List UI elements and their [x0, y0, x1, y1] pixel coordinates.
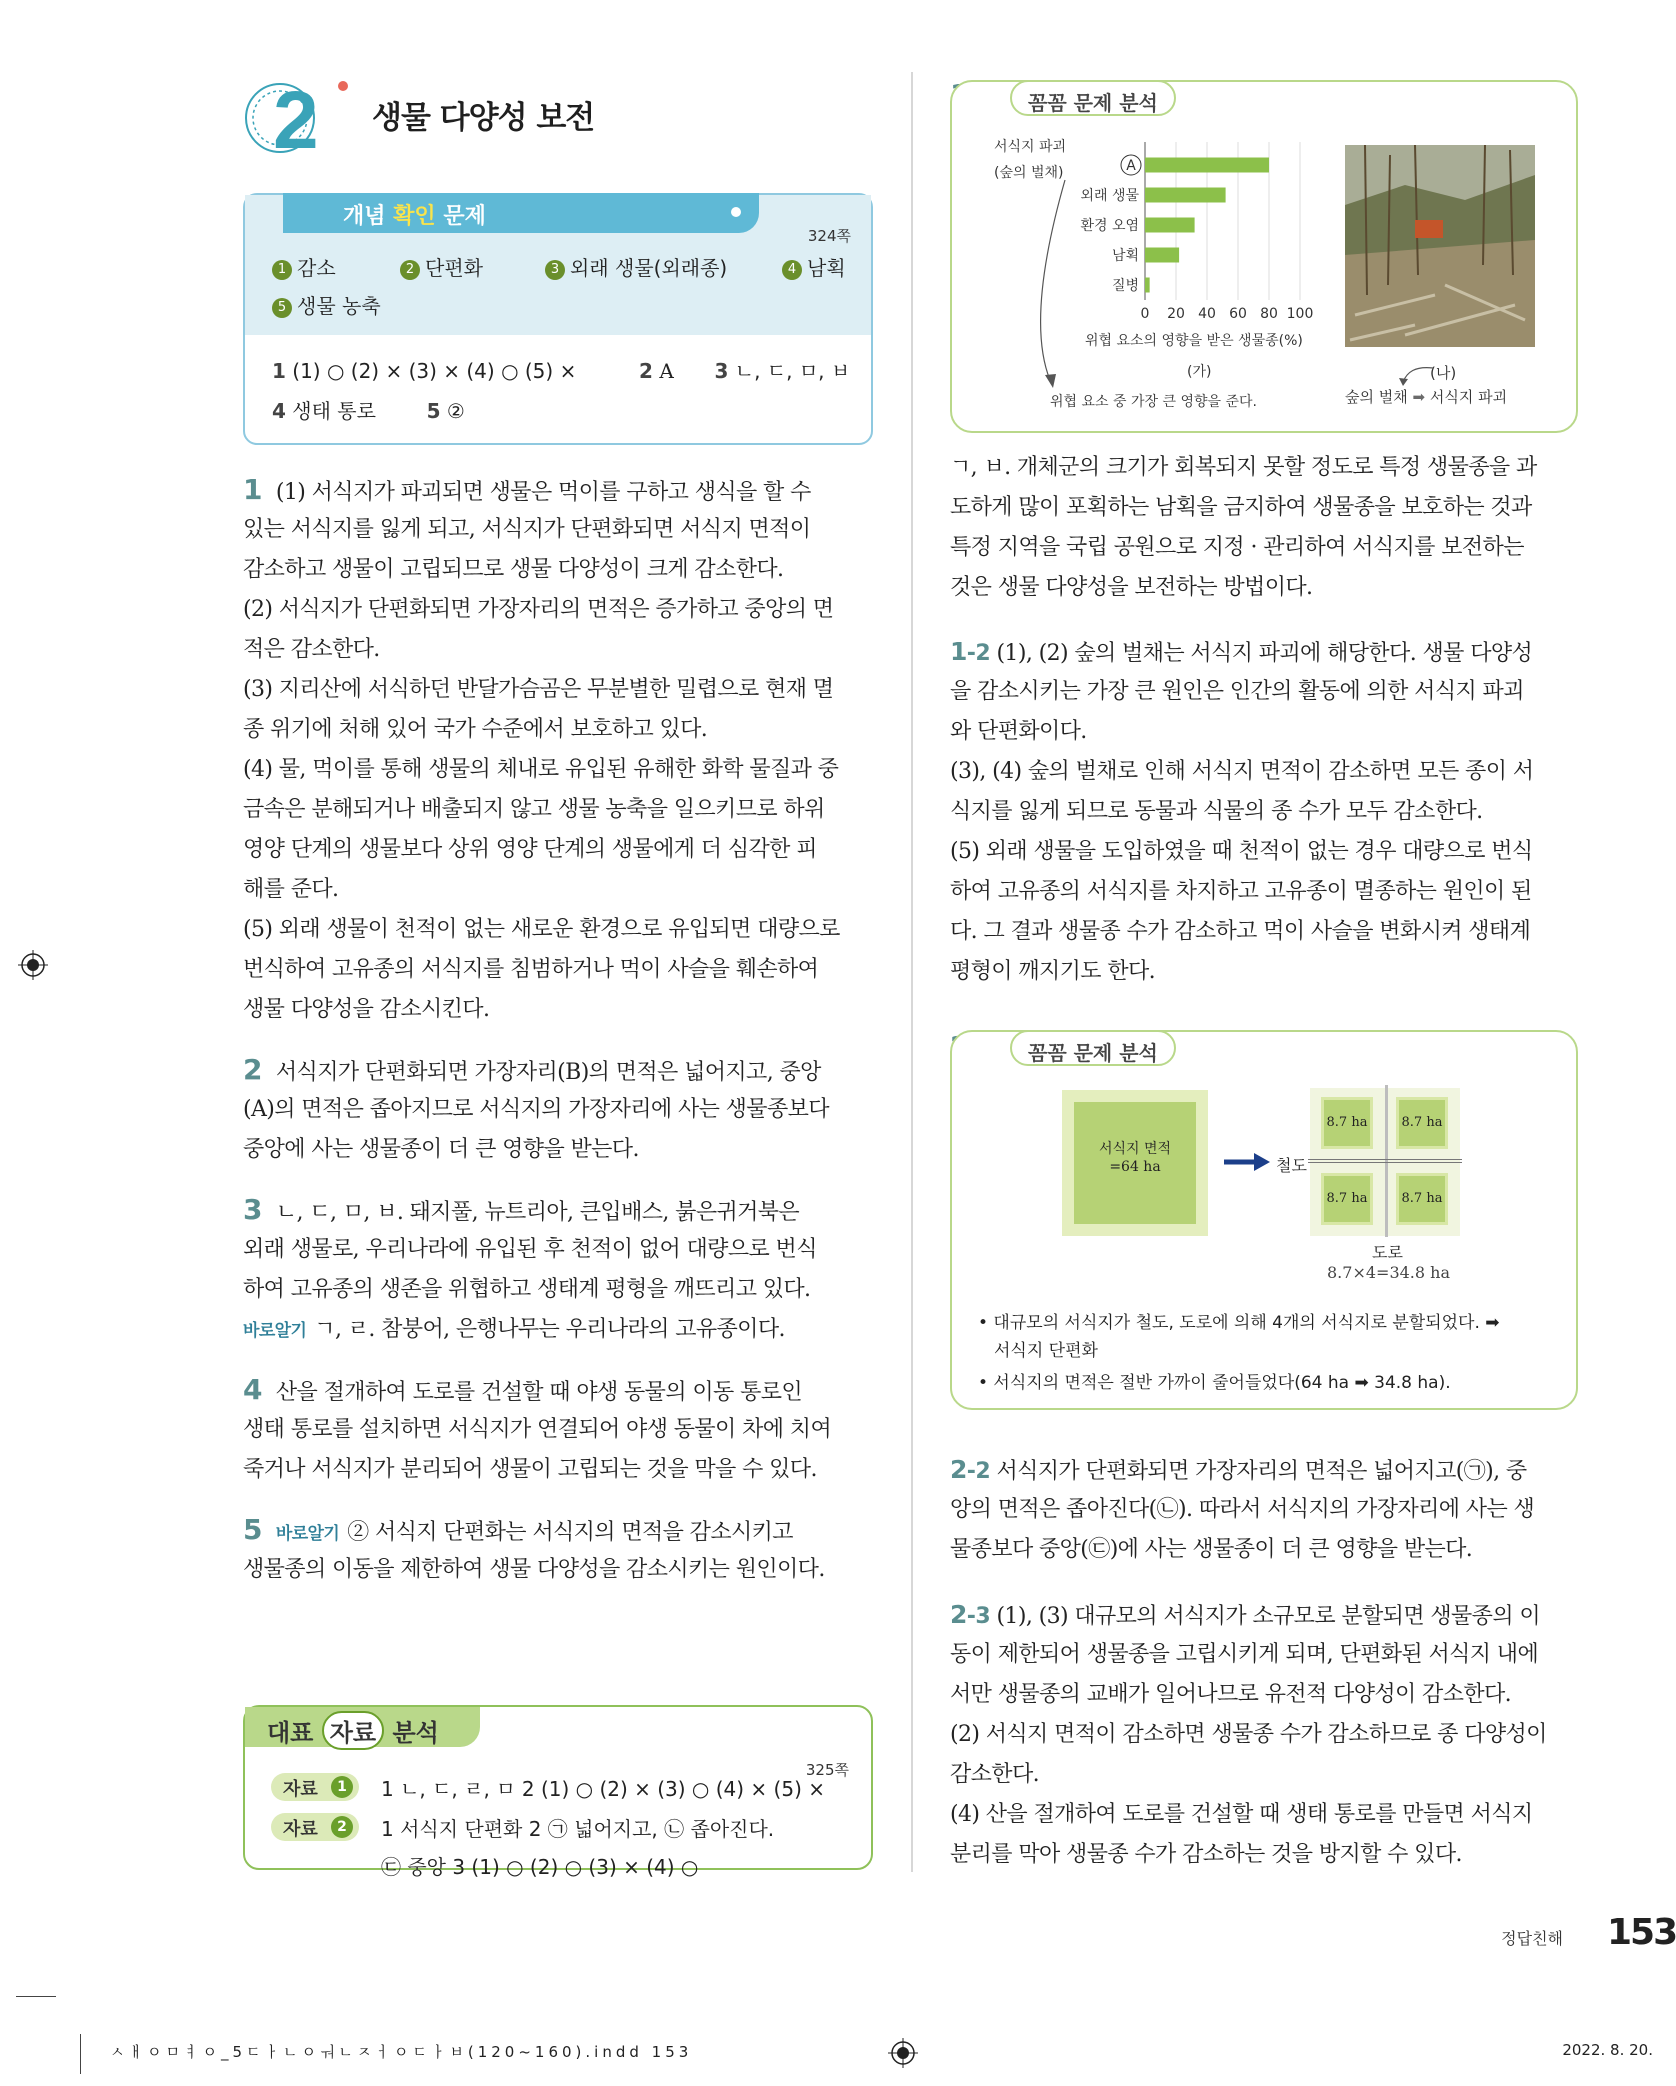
concept-answers-line2: 4 생태 통로 5 ②: [272, 399, 465, 423]
answer-2-3: 2-3 (1), (3) 대규모의 서식지가 소규모로 분할되면 생물종의 이 동이 제한되어 생물종을 고립시키게 되며, 단편화된 서식지 내에 서만 생물종의 교배가 일어나므로 유전적 다양성이 감소한다. (2) 서식지 면적이 감소하면 생물종 수가 감소하므로 종 다양성이 감소한다. (4) 산을 절개하여 도로를 건설할 때 생태 통로를 만들면 서식지 분리를 막아 생물종 수가 감소하는 것을 방지할 수 있다.: [950, 1600, 1547, 1867]
chart-category-label: 외래 생물: [1080, 188, 1139, 204]
chart-bar: [1145, 278, 1150, 293]
rail-line: [1308, 1159, 1462, 1163]
fragment-habitat: 8.7 ha: [1396, 1173, 1448, 1225]
chart-category-label: 질병: [1111, 278, 1139, 294]
rep-page-ref: 325쪽: [805, 1761, 849, 1779]
answer-5: 5 바로알기 ② 서식지 단편화는 서식지의 면적을 감소시키고 생물종의 이동을 제한하여 생물 다양성을 감소시키는 원인이다.: [243, 1513, 825, 1582]
page-number: 153: [1607, 1912, 1676, 1953]
chart-x-tick: 100: [1286, 306, 1314, 322]
concept-page-ref: 324쪽: [807, 227, 851, 245]
bullet-2: • 서식지의 면적은 절반 가까이 줄어들었다(64 ha ➡ 34.8 ha).: [978, 1373, 1451, 1393]
registration-mark-icon: [888, 2038, 918, 2068]
footer-label: 정답친해: [1501, 1929, 1563, 1948]
rep-title: 대표 자료 분석: [267, 1711, 439, 1750]
fragment-habitat: 8.7 ha: [1396, 1097, 1448, 1149]
photo-caption-na-text: 숲의 벌채 ➡ 서식지 파괴: [1345, 388, 1508, 406]
section-number-badge: [243, 75, 353, 166]
photo-caption-na: (나): [1430, 364, 1457, 382]
answer-4: 4 산을 절개하여 도로를 건설할 때 야생 동물의 이동 통로인 생태 통로를 설치하면 서식지가 연결되어 야생 동물이 차에 치여 죽거나 서식지가 분리되어 생물이 고립되는 것을 막을 수 있다.: [243, 1373, 832, 1482]
road-label: 도로: [1372, 1243, 1403, 1262]
data-pill-1: 자료 1: [271, 1773, 359, 1801]
section-title: 생물 다양성 보전: [372, 100, 595, 136]
concept-item: 3 외래 생물(외래종): [545, 252, 727, 281]
chart-x-tick: 80: [1260, 306, 1278, 322]
fragment-habitat: 8.7 ha: [1321, 1097, 1373, 1149]
answer-2-2: 2-2 서식지가 단편화되면 가장자리의 면적은 넓어지고(㉠), 중 앙의 면적은 좁아진다(㉡). 따라서 서식지의 가장자리에 사는 생 물종보다 중앙(㉢)에 사는 생물종이 더 큰 영향을 받는다.: [950, 1455, 1535, 1562]
registration-mark-icon: [18, 950, 48, 980]
concept-item: 4 남획: [782, 252, 846, 281]
chart-category-label: 남획: [1111, 248, 1139, 264]
rep-row-2: 1 서식지 단편화 2 ㉠ 넓어지고, ㉡ 좁아진다.: [381, 1817, 775, 1841]
bullet-1: • 대규모의 서식지가 철도, 도로에 의해 4개의 서식지로 분할되었다. ➡: [978, 1313, 1500, 1333]
chart-arrow: [1041, 180, 1065, 380]
chart-bar: [1145, 248, 1179, 263]
rep-row-1: 1 ㄴ, ㄷ, ㄹ, ㅁ 2 (1) ○ (2) × (3) ○ (4) × (5) ×: [381, 1777, 825, 1801]
chart-bar: [1145, 188, 1226, 203]
chart-x-tick: 60: [1229, 306, 1247, 322]
concept-item: 5 생물 농축: [272, 290, 381, 319]
answer-1-2: 1-2 (1), (2) 숲의 벌채는 서식지 파괴에 해당한다. 생물 다양성 을 감소시키는 가장 큰 원인은 인간의 활동에 의한 서식지 파괴 와 단편화이다. (3), (4) 숲의 벌채로 인해 서식지 면적이 감소하면 모든 종이 서 식지를 잃게 되므로 동물과 식물의 종 수가 모두 감소한다. (5) 외래 생물을 도입하였을 때 천적이 없는 경우 대량으로 번식 하여 고유종의 서식지를 차지하고 고유종이 멸종하는 원인이 된 다. 그 결과 생물종 수가 감소하고 먹이 사슬을 변화시켜 생태계 평형이 깨지기도 한다.: [950, 637, 1534, 984]
chart-xlabel: 위협 요소의 영향을 받은 생물종(%): [1085, 333, 1303, 349]
area-calc: 8.7×4=34.8 ha: [1327, 1263, 1450, 1282]
concept-answers-line1: 1 (1) ○ (2) × (3) × (4) ○ (5) × 2 A 3 ㄴ, ㄷ, ㅁ, ㅂ: [272, 359, 851, 383]
chart-x-tick: 0: [1140, 306, 1150, 322]
chart-category-label: A: [1126, 158, 1136, 174]
chart-category-label: 환경 오염: [1080, 218, 1139, 234]
rail-label: 철도: [1276, 1156, 1307, 1175]
data-pill-2: 자료 2: [271, 1813, 359, 1841]
fragment-habitat: 8.7 ha: [1321, 1173, 1373, 1225]
bullet-1-cont: 서식지 단편화: [994, 1341, 1098, 1361]
answer-1: 1 (1) 서식지가 파괴되면 생물은 먹이를 구하고 생식을 할 수 있는 서식지를 잃게 되고, 서식지가 단편화되면 서식지 면적이 감소하고 생물이 고립되므로 생물 다양성이 크게 감소한다. (2) 서식지가 단편화되면 가장자리의 면적은 증가하고 중앙의 면 적은 감소한다. (3) 지리산에 서식하던 반달가슴곰은 무분별한 밀렵으로 현재 멸 종 위기에 처해 있어 국가 수준에서 보호하고 있다. (4) 물, 먹이를 통해 생물의 체내로 유입된 유해한 화학 물질과 중 금속은 분해되거나 배출되지 않고 생물 농축을 일으키므로 하위 영양 단계의 생물보다 상위 영양 단계의 생물에게 더 심각한 피 해를 준다. (5) 외래 생물이 천적이 없는 새로운 환경으로 유입되면 대량으로 번식하여 고유종의 서식지를 침범하거나 먹이 사슬을 훼손하여 생물 다양성을 감소시킨다.: [243, 473, 840, 1022]
concept-check-box: [243, 193, 873, 445]
chart-a-label: 서식지 파괴: [994, 139, 1067, 155]
analysis-tag-2-1: 꼼꼼 문제 분석: [1010, 1030, 1176, 1066]
concept-item: 1 감소: [272, 252, 336, 281]
photo-arrow: [1395, 362, 1435, 386]
file-slug: ㅅㅐㅇㅁㅕㅇ_5ㄷㅏㄴㅇㅝㄴㅈㅓㅇㄷㅏㅂ(120~160).indd 153: [110, 2043, 693, 2061]
answer-3: 3 ㄴ, ㄷ, ㅁ, ㅂ. 돼지풀, 뉴트리아, 큰입배스, 붉은귀거북은 외래 생물로, 우리나라에 유입된 후 천적이 없어 대량으로 번식 하여 고유종의 생존을 위협하고 생태계 평형을 깨뜨리고 있다. 바로알기 ㄱ, ㄹ. 참붕어, 은행나무는 우리나라의 고유종이다.: [243, 1193, 817, 1342]
chart-a-label2: (숲의 벌채): [994, 165, 1064, 181]
chart-caption-ga: (가): [1187, 364, 1212, 380]
chart-x-tick: 20: [1167, 306, 1185, 322]
concept-tab: 개념 확인 문제: [283, 193, 759, 233]
chart-caption-ga-text: 위협 요소 중 가장 큰 영향을 준다.: [1050, 394, 1257, 410]
column-divider: [911, 72, 913, 1872]
arrow-right-icon: [1222, 1150, 1272, 1174]
section-number: 2: [273, 75, 319, 166]
answer-1-1-text: ㄱ, ㅂ. 개체군의 크기가 회복되지 못할 정도로 특정 생물종을 과 도하게 많이 포획하는 남획을 금지하여 생물종을 보호하는 것과 특정 지역을 국립 공원으로 지정 · 관리하여 서식지를 보전하는 것은 생물 다양성을 보전하는 방법이다.: [950, 455, 1537, 600]
chart-bar: [1145, 158, 1269, 173]
crop-mark: [16, 1996, 56, 1997]
arrow-right-icon: ➡: [1412, 388, 1426, 406]
chart-bar: [1145, 218, 1195, 233]
crop-mark: [80, 2034, 81, 2074]
chart-x-tick: 40: [1198, 306, 1216, 322]
concept-item: 2 단편화: [400, 252, 483, 281]
habitat-large: 서식지 면적 =64 ha: [1062, 1090, 1208, 1236]
date-slug: 2022. 8. 20.: [1562, 2041, 1653, 2059]
analysis-tag-1-1: 꼼꼼 문제 분석: [1010, 80, 1176, 116]
rep-row-3: ㉢ 중앙 3 (1) ○ (2) ○ (3) × (4) ○: [381, 1855, 699, 1879]
threat-bar-chart: [990, 130, 1330, 420]
forest-clearing-photo: [1345, 145, 1535, 347]
answer-2: 2 서식지가 단편화되면 가장자리(B)의 면적은 넓어지고, 중앙 (A)의 면적은 좁아지므로 서식지의 가장자리에 사는 생물종보다 중앙에 사는 생물종이 더 큰 영향을 받는다.: [243, 1053, 829, 1162]
representative-data-box: [243, 1705, 873, 1879]
